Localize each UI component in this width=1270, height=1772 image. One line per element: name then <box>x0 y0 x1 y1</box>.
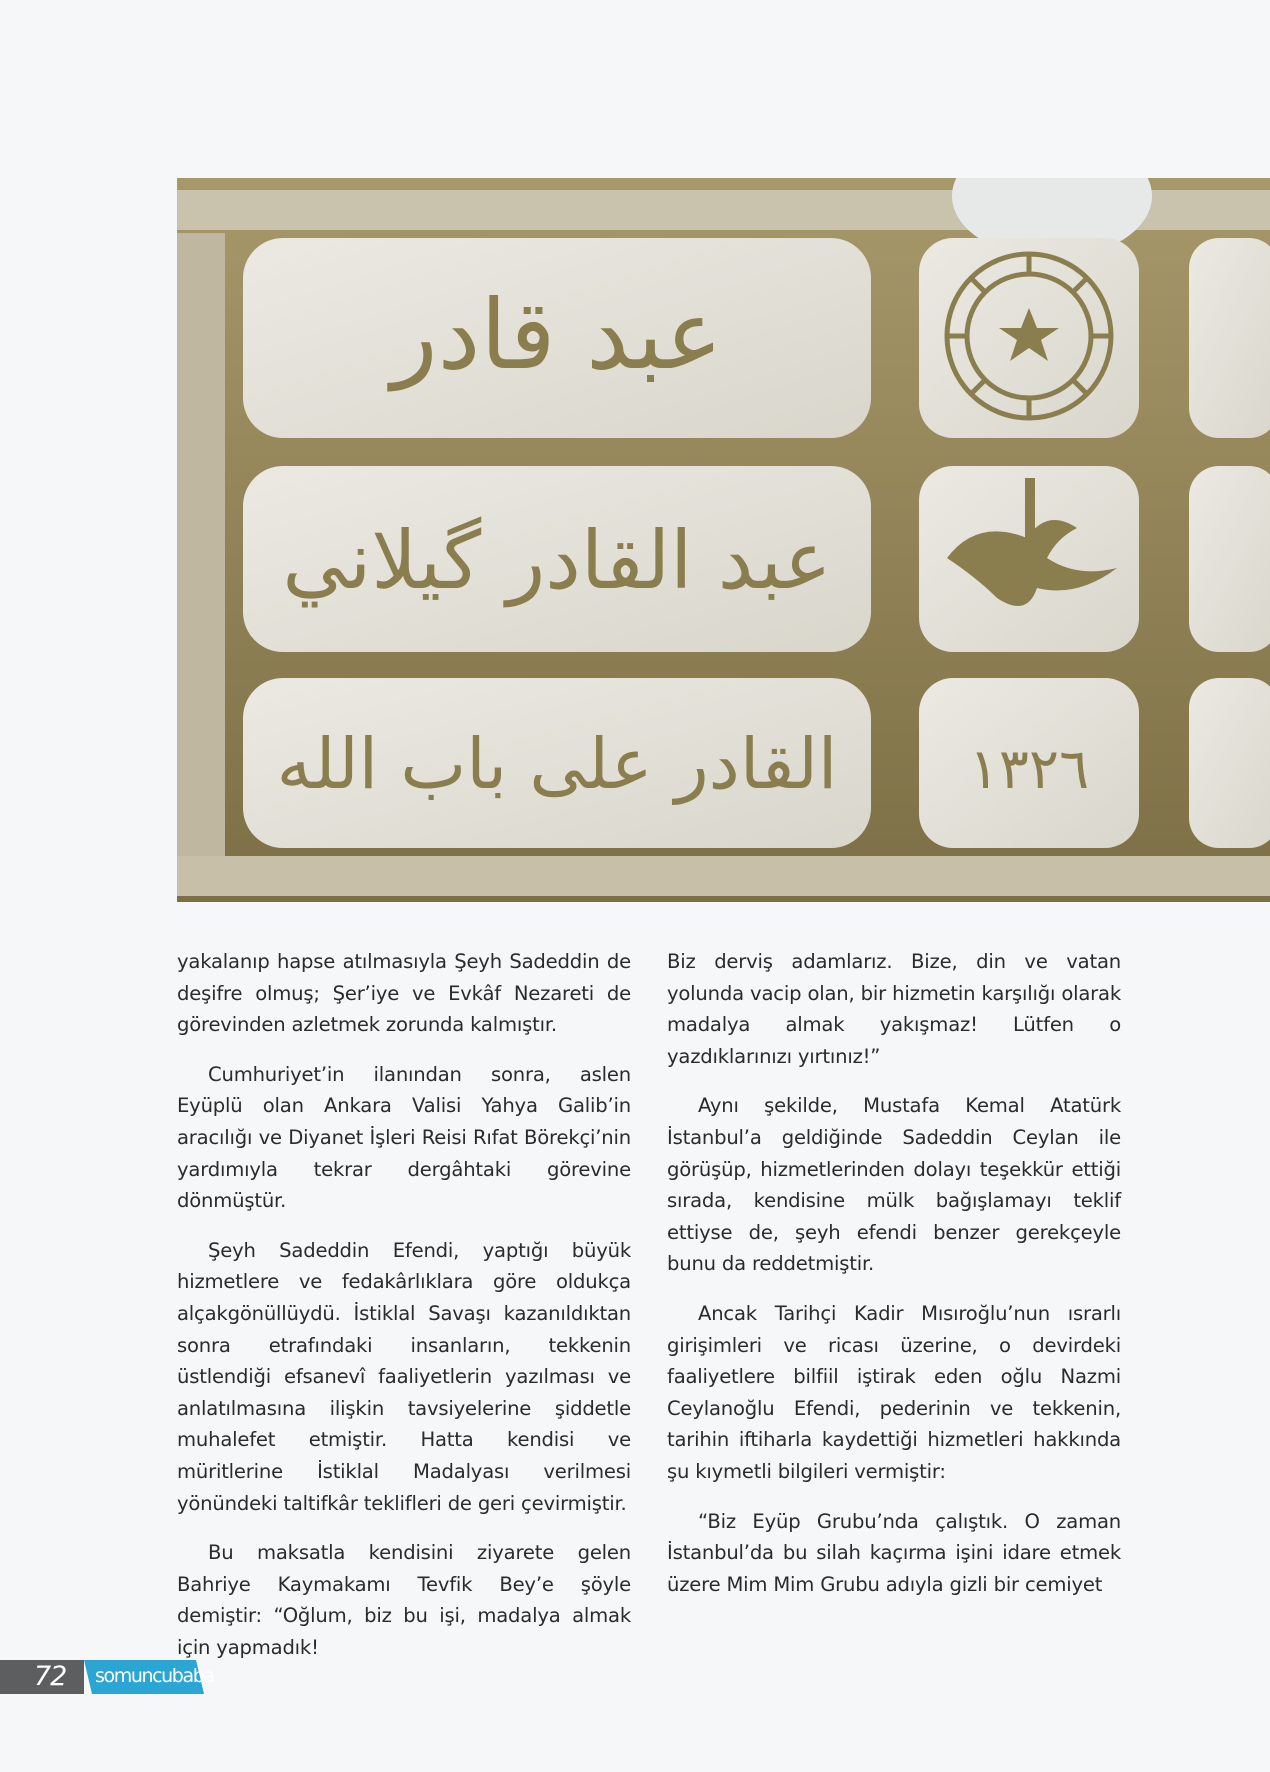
paragraph: Ancak Tarihçi Kadir Mısıroğlu’nun ısrarlı girişimleri ve ricası üzerine, o devirdeki faaliyetlere bilfiil iştirak eden oğlu Nazmi Ceylanoğlu Efendi, pederinin ve tekkenin, tarihin iftiharla kaydettiği hizmetleri hakkında şu kıymetli bilgileri vermiştir: <box>667 1301 1121 1483</box>
paragraph: Şeyh Sadeddin Efendi, yaptığı büyük hizmetlere ve fedakârlıklara göre oldukça alçakgönüllüydü. İstiklal Savaşı kazanıldıktan sonra etrafındaki insanların, tekkenin üstlendiği efsanevî faaliyetlerin yazılması ve anlatılmasına ilişkin tavsiyelerine şiddetle muhalefet etmiştir. Hatta kendisi ve müritlerine İstiklal Madalyası verilmesi yönündeki taltifkâr teklifleri de geri çevirmiştir. <box>177 1238 631 1515</box>
calligraphy-line-1: عبد قادر <box>391 279 723 391</box>
article-column-left <box>177 946 631 1681</box>
paragraph: Biz derviş adamlarız. Bize, din ve vatan yolunda vacip olan, bir hizmetin karşılığı olarak madalya almak yakışmaz! Lütfen o yazdıklarınızı yırtınız!” <box>667 950 1121 1068</box>
calligraphy-inscription-photo <box>177 178 1270 902</box>
paragraph: Cumhuriyet’in ilanından sonra, aslen Eyüplü olan Ankara Valisi Yahya Galib’in aracılığı ve Diyanet İşleri Reisi Rıfat Börekçi’nin yardımıyla tekrar dergâhtaki görevine dönmüştür. <box>177 1062 631 1213</box>
inscription-year: ١٣٢٦ <box>968 737 1090 802</box>
page-footer <box>0 1660 214 1694</box>
page-number: 72 <box>34 1661 67 1692</box>
paragraph: “Biz Eyüp Grubu’nda çalıştık. O zaman İstanbul’da bu silah kaçırma işini idare etmek üzere Mim Mim Grubu adıyla gizli bir cemiyet <box>667 1509 1121 1596</box>
calligraphy-line-3: القادر على باب الله <box>276 723 838 805</box>
paragraph: Bu maksatla kendisini ziyarete gelen Bahriye Kaymakamı Tevfik Bey’e şöyle demiştir: “Oğlum, biz bu işi, madalya almak için yapmadık! <box>177 1541 631 1659</box>
calligraphy-line-2: عبد القادر گيلاني <box>282 514 832 607</box>
paragraph: yakalanıp hapse atılmasıyla Şeyh Sadeddin de deşifre olmuş; Şer’iye ve Evkâf Nezareti de görevinden azletmek zorunda kalmıştır. <box>177 950 631 1037</box>
inscription-illustration <box>177 178 1270 902</box>
article-column-right <box>667 946 1121 1618</box>
magazine-brand: somuncubaba <box>95 1665 214 1687</box>
paragraph: Aynı şekilde, Mustafa Kemal Atatürk İstanbul’a geldiğinde Sadeddin Ceylan ile görüşüp, hizmetlerinden dolayı teşekkür ettiği sırada, kendisine mülk bağışlamayı teklif ettiyse de, şeyh efendi benzer gerekçeyle bunu da reddetmiştir. <box>667 1094 1121 1276</box>
